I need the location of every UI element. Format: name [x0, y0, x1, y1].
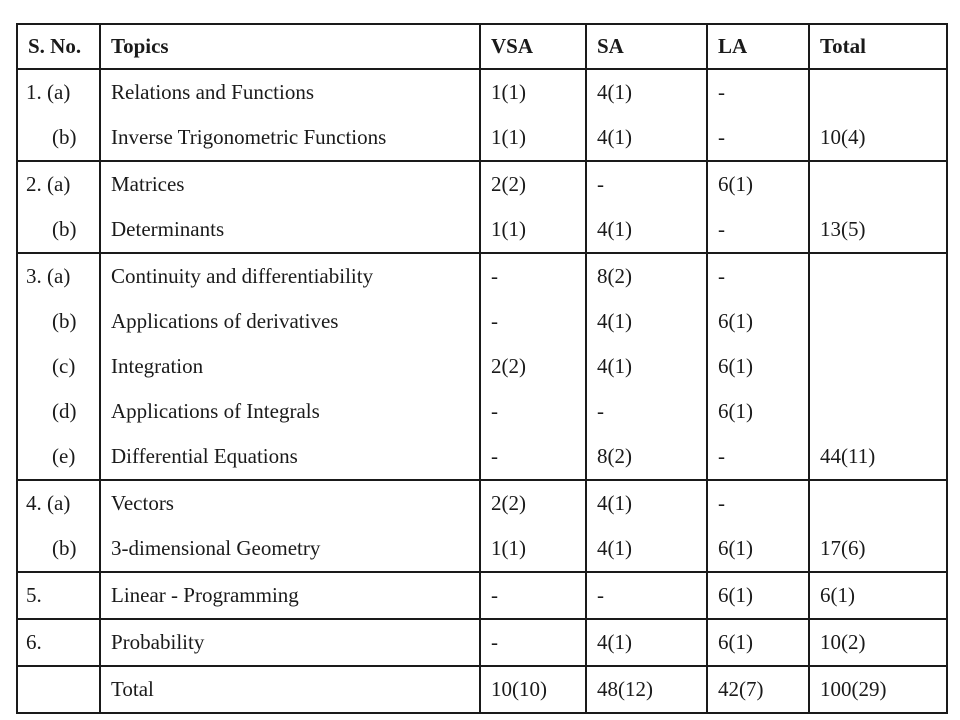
- cell-topic: Applications of derivatives: [100, 299, 480, 344]
- cell-sa: 4(1): [586, 526, 707, 572]
- cell-sno: (b): [17, 207, 100, 253]
- cell-la: -: [707, 253, 809, 299]
- header-total: Total: [809, 24, 947, 69]
- cell-sa: -: [586, 389, 707, 434]
- cell-sno: 6.: [17, 619, 100, 666]
- cell-la: -: [707, 480, 809, 526]
- cell-sa: 4(1): [586, 480, 707, 526]
- cell-vsa: -: [480, 572, 586, 619]
- cell-total: 100(29): [809, 666, 947, 713]
- cell-total: [809, 344, 947, 389]
- cell-sa: 4(1): [586, 299, 707, 344]
- cell-vsa: 1(1): [480, 115, 586, 161]
- cell-sa: 4(1): [586, 69, 707, 115]
- cell-la: 42(7): [707, 666, 809, 713]
- table-row: [17, 115, 947, 161]
- cell-total: 10(2): [809, 619, 947, 666]
- cell-total: [809, 389, 947, 434]
- cell-la: 6(1): [707, 619, 809, 666]
- cell-topic: Applications of Integrals: [100, 389, 480, 434]
- cell-vsa: 2(2): [480, 344, 586, 389]
- cell-total: [809, 253, 947, 299]
- cell-topic: Matrices: [100, 161, 480, 207]
- cell-vsa: -: [480, 253, 586, 299]
- cell-sno: (e): [17, 434, 100, 480]
- table-row: [17, 344, 947, 389]
- cell-vsa: -: [480, 389, 586, 434]
- cell-la: -: [707, 115, 809, 161]
- header-la: LA: [707, 24, 809, 69]
- cell-vsa: 10(10): [480, 666, 586, 713]
- table-row: [17, 253, 947, 299]
- cell-topic: Vectors: [100, 480, 480, 526]
- cell-vsa: 2(2): [480, 161, 586, 207]
- cell-la: 6(1): [707, 572, 809, 619]
- cell-vsa: 1(1): [480, 526, 586, 572]
- cell-total: [809, 161, 947, 207]
- cell-topic: Total: [100, 666, 480, 713]
- table-row: [17, 69, 947, 115]
- total-row: [17, 666, 947, 713]
- cell-total: [809, 69, 947, 115]
- cell-total: 44(11): [809, 434, 947, 480]
- cell-vsa: -: [480, 619, 586, 666]
- cell-sa: 4(1): [586, 344, 707, 389]
- cell-la: 6(1): [707, 344, 809, 389]
- cell-vsa: 1(1): [480, 69, 586, 115]
- cell-la: -: [707, 207, 809, 253]
- cell-total: 17(6): [809, 526, 947, 572]
- cell-sa: 8(2): [586, 253, 707, 299]
- cell-sno: (c): [17, 344, 100, 389]
- marks-distribution-table: [16, 23, 948, 714]
- table-row: [17, 207, 947, 253]
- table-row: [17, 434, 947, 480]
- cell-la: 6(1): [707, 299, 809, 344]
- table-row: [17, 299, 947, 344]
- cell-topic: Differential Equations: [100, 434, 480, 480]
- cell-sa: -: [586, 161, 707, 207]
- cell-topic: 3-dimensional Geometry: [100, 526, 480, 572]
- cell-vsa: 1(1): [480, 207, 586, 253]
- table-row: [17, 480, 947, 526]
- cell-la: -: [707, 434, 809, 480]
- header-sno: S. No.: [17, 24, 100, 69]
- cell-total: 6(1): [809, 572, 947, 619]
- cell-sno: (b): [17, 526, 100, 572]
- cell-la: 6(1): [707, 161, 809, 207]
- cell-la: 6(1): [707, 389, 809, 434]
- cell-sa: 4(1): [586, 207, 707, 253]
- cell-topic: Determinants: [100, 207, 480, 253]
- cell-sno: (d): [17, 389, 100, 434]
- cell-sno: 1. (a): [17, 69, 100, 115]
- cell-sno: 5.: [17, 572, 100, 619]
- cell-vsa: -: [480, 299, 586, 344]
- table-row: [17, 389, 947, 434]
- cell-sno: (b): [17, 115, 100, 161]
- cell-topic: Inverse Trigonometric Functions: [100, 115, 480, 161]
- cell-sa: -: [586, 572, 707, 619]
- header-vsa: VSA: [480, 24, 586, 69]
- table-row: [17, 526, 947, 572]
- cell-sa: 48(12): [586, 666, 707, 713]
- cell-topic: Linear - Programming: [100, 572, 480, 619]
- cell-sno: 3. (a): [17, 253, 100, 299]
- table-row: [17, 619, 947, 666]
- cell-sno: 4. (a): [17, 480, 100, 526]
- cell-topic: Integration: [100, 344, 480, 389]
- table-row: [17, 161, 947, 207]
- cell-vsa: -: [480, 434, 586, 480]
- cell-total: 10(4): [809, 115, 947, 161]
- cell-total: [809, 299, 947, 344]
- cell-total: [809, 480, 947, 526]
- cell-topic: Probability: [100, 619, 480, 666]
- cell-sno: 2. (a): [17, 161, 100, 207]
- cell-topic: Continuity and differentiability: [100, 253, 480, 299]
- cell-vsa: 2(2): [480, 480, 586, 526]
- cell-sno: [17, 666, 100, 713]
- marks-distribution-table-frame: [16, 23, 946, 714]
- cell-sa: 8(2): [586, 434, 707, 480]
- cell-sa: 4(1): [586, 619, 707, 666]
- table-row: [17, 572, 947, 619]
- cell-sno: (b): [17, 299, 100, 344]
- cell-total: 13(5): [809, 207, 947, 253]
- header-row: [17, 24, 947, 69]
- header-topics: Topics: [100, 24, 480, 69]
- cell-sa: 4(1): [586, 115, 707, 161]
- cell-la: 6(1): [707, 526, 809, 572]
- cell-topic: Relations and Functions: [100, 69, 480, 115]
- header-sa: SA: [586, 24, 707, 69]
- cell-la: -: [707, 69, 809, 115]
